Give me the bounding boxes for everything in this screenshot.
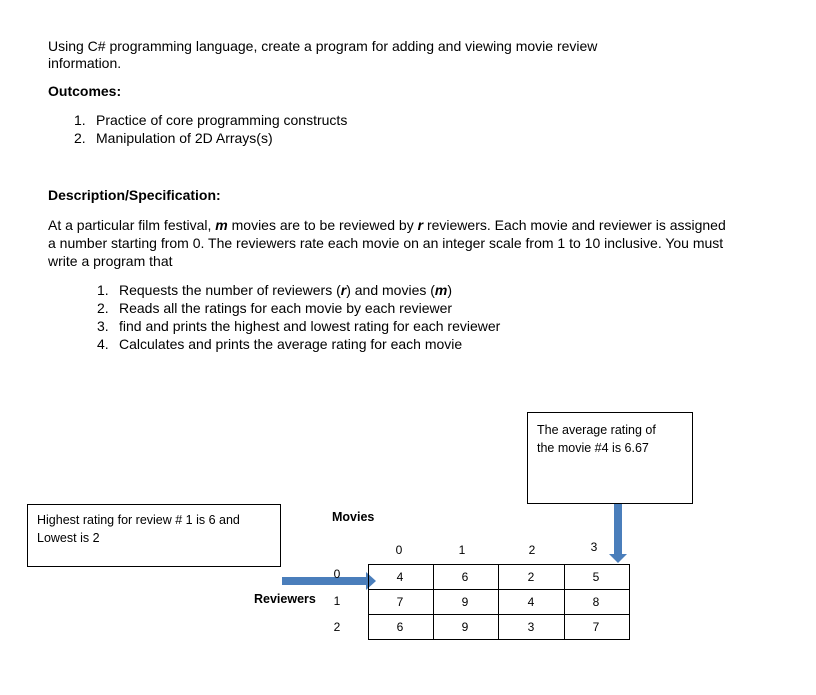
table-cell: 7 xyxy=(396,595,404,609)
list-item: 2. Manipulation of 2D Arrays(s) xyxy=(74,130,273,146)
table-cell: 6 xyxy=(461,570,469,584)
intro-line-2: information. xyxy=(48,55,122,71)
outcomes-heading: Outcomes: xyxy=(48,83,122,99)
table-cell: 9 xyxy=(461,595,469,609)
description-line-3: write a program that xyxy=(48,253,173,269)
list-item: 4. Calculates and prints the average rating for each movie xyxy=(97,336,463,352)
row-header: 1 xyxy=(333,594,341,608)
list-item: 1. Practice of core programming constructs xyxy=(74,112,348,128)
column-header: 2 xyxy=(528,543,536,557)
table-cell: 6 xyxy=(396,620,404,634)
ratings-table xyxy=(368,564,630,640)
table-cell: 3 xyxy=(527,620,535,634)
down-arrow-icon xyxy=(609,504,627,563)
list-item: 2. Reads all the ratings for each movie by each reviewer xyxy=(97,300,453,316)
column-header: 0 xyxy=(395,543,403,557)
description-line-1: At a particular film festival, m movies are to be reviewed by r reviewers. Each movie and reviewer is assigned xyxy=(48,217,726,233)
table-cell: 2 xyxy=(527,570,535,584)
average-callout-box: The average rating of the movie #4 is 6.67 xyxy=(527,412,693,504)
highest-lowest-callout-box: Highest rating for review # 1 is 6 and Lowest is 2 xyxy=(27,504,281,567)
movies-label: Movies xyxy=(332,510,375,524)
table-cell: 4 xyxy=(527,595,535,609)
description-heading: Description/Specification: xyxy=(48,187,221,203)
table-cell: 5 xyxy=(592,570,600,584)
table-cell: 4 xyxy=(396,570,404,584)
reviewers-label: Reviewers xyxy=(254,592,316,606)
row-header: 2 xyxy=(333,620,341,634)
list-item: 1. Requests the number of reviewers (r) and movies (m) xyxy=(97,282,453,298)
table-cell: 8 xyxy=(592,595,600,609)
table-cell: 7 xyxy=(592,620,600,634)
list-item: 3. find and prints the highest and lowest rating for each reviewer xyxy=(97,318,501,334)
row-header: 0 xyxy=(333,567,341,581)
table-cell: 9 xyxy=(461,620,469,634)
description-line-2: a number starting from 0. The reviewers rate each movie on an integer scale from 1 to 10 inclusive. You must xyxy=(48,235,724,251)
column-header: 1 xyxy=(458,543,466,557)
intro-line-1: Using C# programming language, create a program for adding and viewing movie review xyxy=(48,38,598,54)
column-header: 3 xyxy=(590,540,598,554)
